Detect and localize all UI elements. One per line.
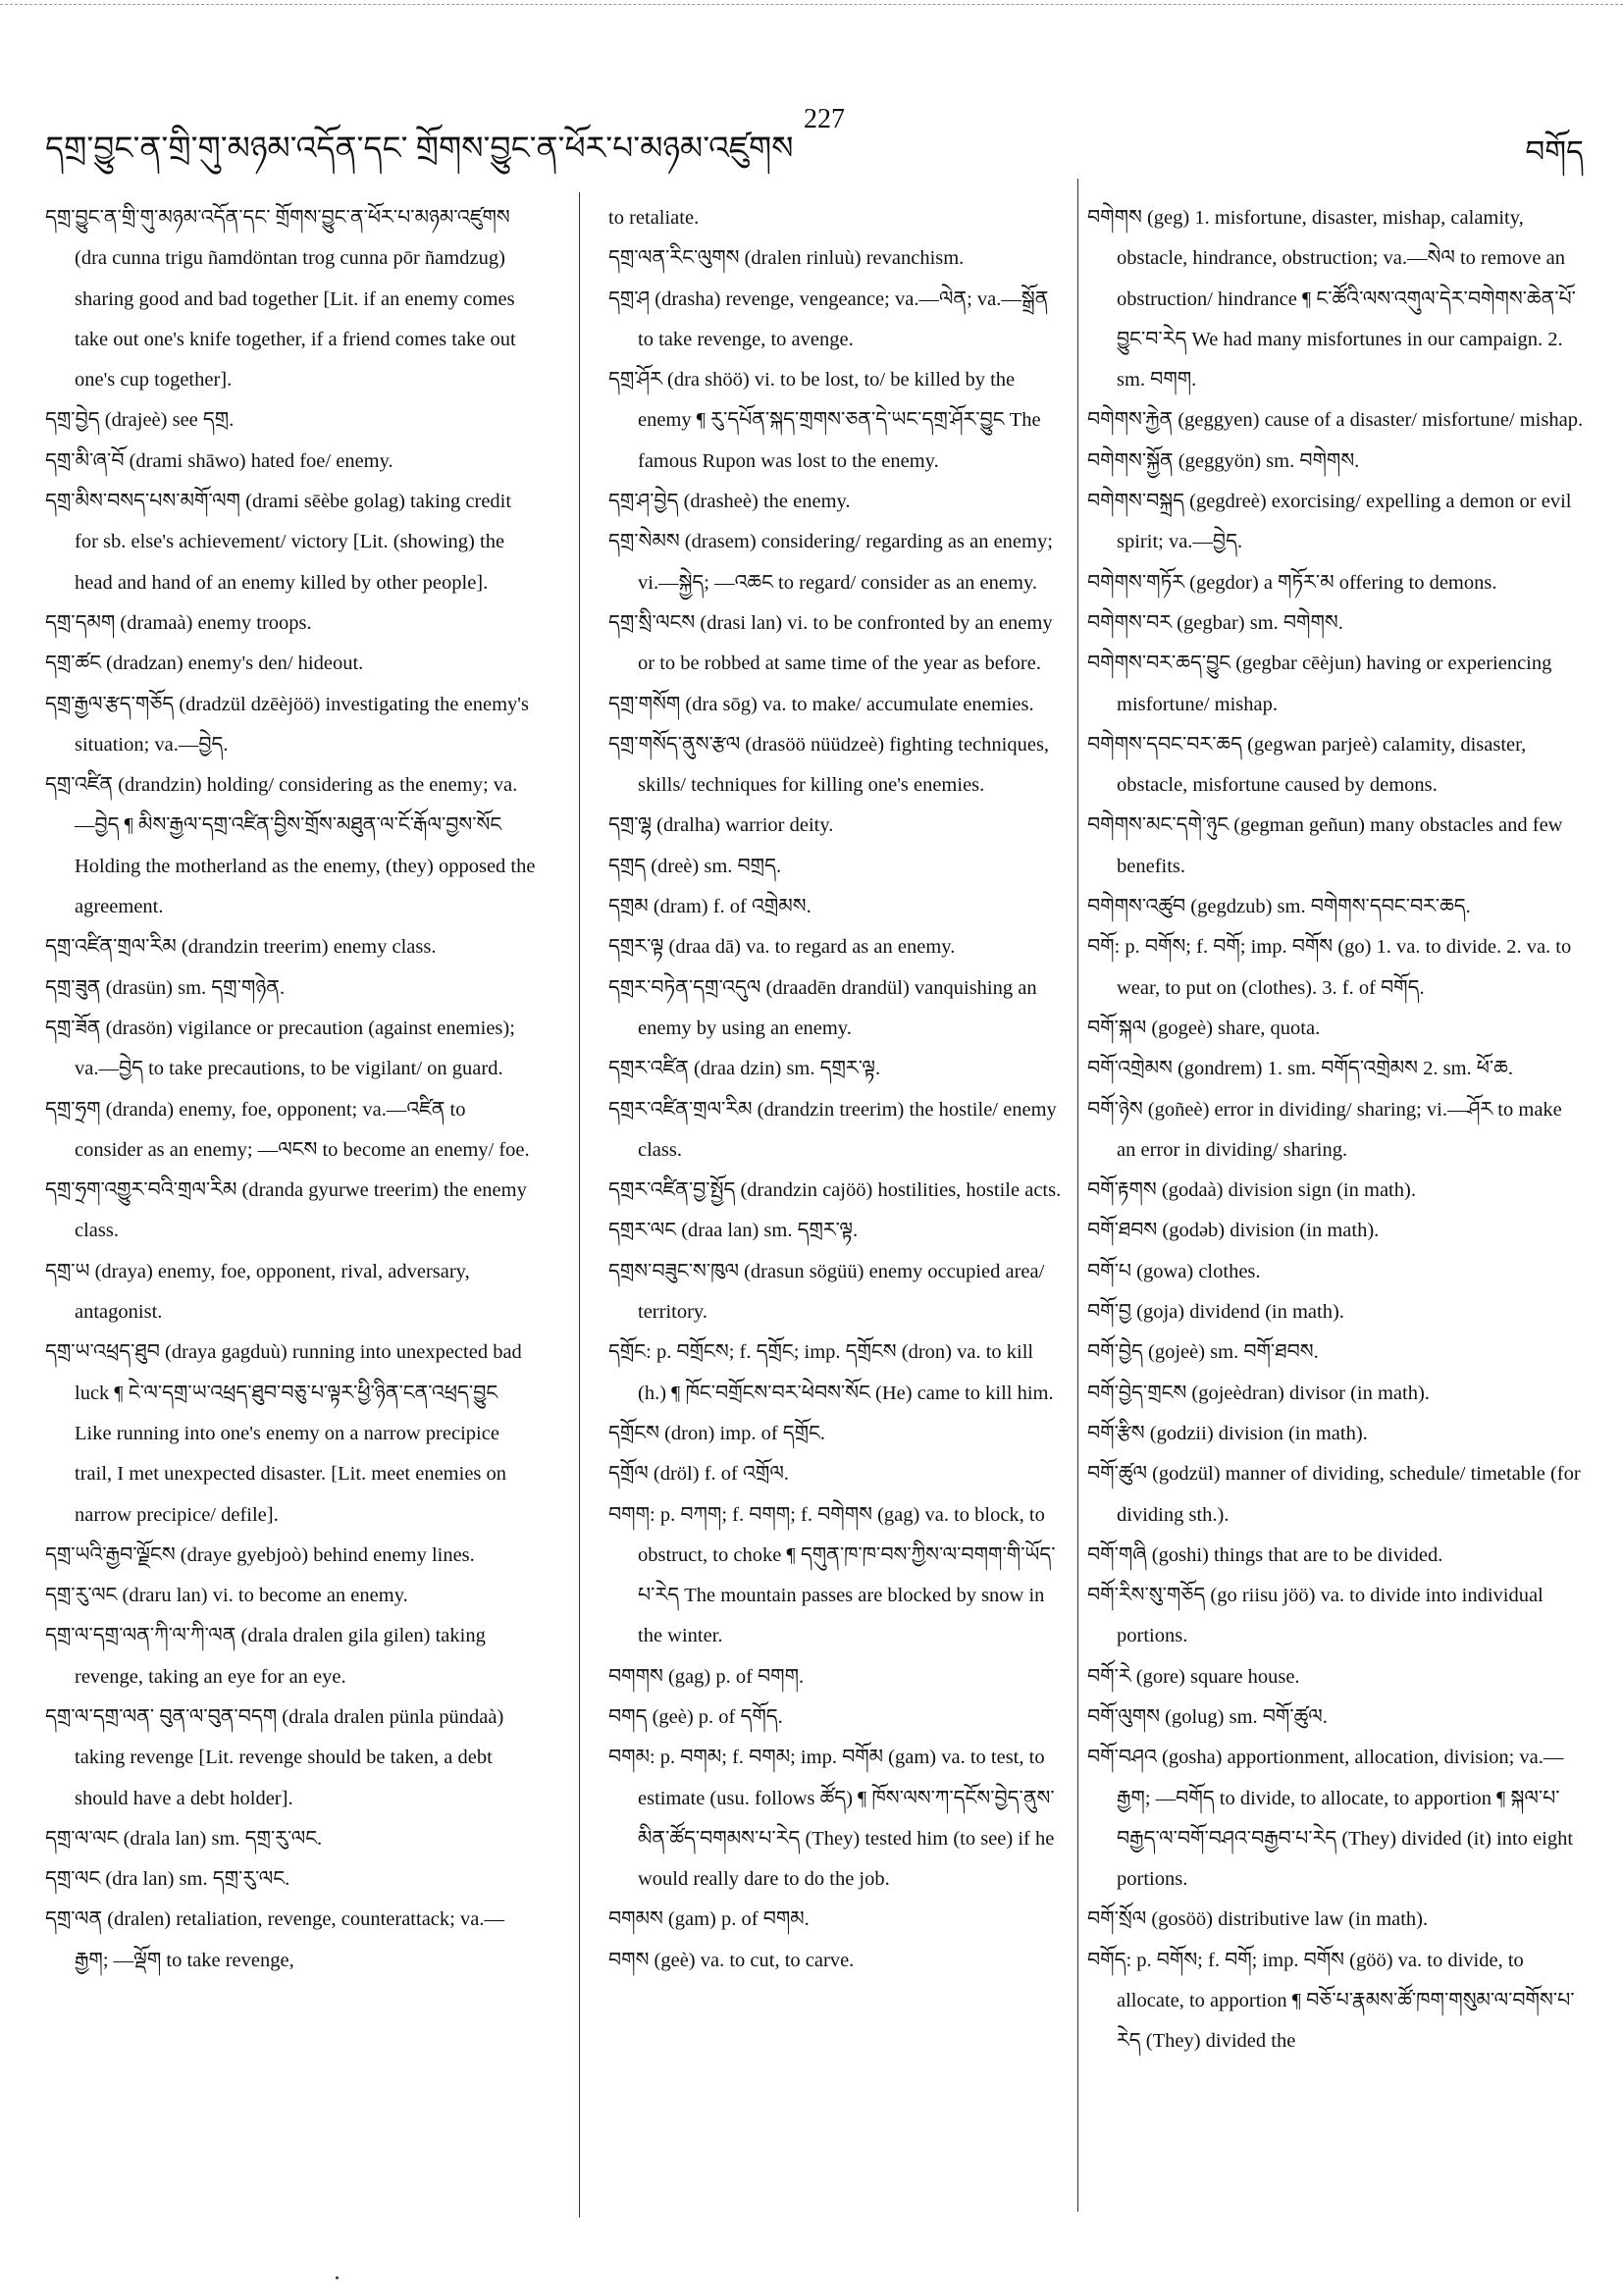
entry: བགག: p. བཀག; f. བགག; f. བགེགས (gag) va. to block, to obstruct, to choke ¶ དགུན་ཁ་ཁ་བས་ཀྱིས་ལ་བགག་གི་ཡོད་པ་རེད The mountain passes are blocked by snow in the winter. [608,1503,1056,1647]
entry: དགྲ་མི་ཞ་བོ (drami shāwo) hated foe/ enemy. [45,449,393,472]
entry: དགྲ་ལ་ལང (drala lan) sm. དགྲ་རུ་ལང. [45,1827,323,1850]
entry: to retaliate. [608,207,700,229]
entry: བགོ་གཞི (goshi) things that are to be divided. [1087,1543,1443,1566]
entry: བགགས (gag) p. of བགག. [608,1665,805,1688]
entry: བགོ་སྐལ (gogeè) share, quota. [1087,1017,1321,1039]
column-3 [1087,198,1586,2062]
entry: བགེགས་དབང་བར་ཆད (gegwan parjeè) calamity, disaster, obstacle, misfortune caused by demons. [1087,733,1527,797]
entry: བགམ: p. བགམ; f. བགམ; imp. བགོམ (gam) va. to test, to estimate (usu. follows ཚོད) ¶ ཁོས་ལས་ཀ་དངོས་བྱེད་ནུས་མིན་ཚོད་བགམས་པ་རེད (They) tested him (to see) if he would really dare to do the job. [608,1747,1055,1891]
entry: དགྲར་འཛིན་གྲལ་རིམ (drandzin treerim) the hostile/ enemy class. [608,1098,1057,1161]
entry: དགྲ་སྲི་ལངས (drasi lan) vi. to be confronted by an enemy or to be robbed at same time of the year as before. [608,611,1053,675]
entry: དགྲ་བྱུང་ན་གྲི་གུ་མཉམ་འདོན་དང་ གྲོགས་བྱུང་ན་ཕོར་པ་མཉམ་འཛུགས (dra cunna trigu ñamdöntan trog cunna pōr ñamdzug) sharing good and bad together [Lit. if an enemy comes take out one's knife together, if a friend comes take out one's cup together]. [45,207,516,391]
entry: དགྲ་ལན་རིང་ལུགས (dralen rinluù) revanchism. [608,247,965,270]
column-divider [579,192,580,2218]
entry: དགྲ་ཧྲག་འགྱུར་བའི་གྲལ་རིམ (dranda gyurwe treerim) the enemy class. [45,1179,527,1242]
entry: དགྲར་འཛིན (draa dzin) sm. དགྲར་ལྟ. [608,1058,881,1080]
entry: དགྲ་གསོད་ནུས་རྩལ (drasöö nüüdzeè) fighting techniques, skills/ techniques for killing one's enemies. [608,733,1050,797]
page-header [45,104,1615,173]
entry: བགོ་འགྲེམས (gondrem) 1. sm. བགོད་འགྲེམས 2. sm. ཕོ་ཆ. [1087,1058,1513,1080]
entry: དགྲ་སེམས (drasem) considering/ regarding as an enemy; vi.—སྐྱེད; —འཆང to regard/ consider as an enemy. [608,531,1053,594]
entry: བགོ་ཉེས (goñeè) error in dividing/ sharing; vi.—ཤོར to make an error in dividing/ sharing. [1087,1098,1562,1161]
entry: དགྲ་ཤོར (dra shöö) vi. to be lost, to/ be killed by the enemy ¶ རུ་དཔོན་སྐད་གྲགས་ཅན་དེ་ཡང་དགྲ་ཤོར་བྱུང The famous Rupon was lost to the enemy. [608,369,1041,472]
entry: བགོ་སྲོལ (gosöö) distributive law (in math). [1087,1908,1429,1931]
entry: དགྲ་རུ་ལང (draru lan) vi. to become an enemy. [45,1585,408,1607]
entry: དགྲད (dreè) sm. བགྲད. [608,855,782,877]
entry: དགྲས་བཟུང་ས་ཁུལ (drasun sögüü) enemy occupied area/ territory. [608,1260,1045,1324]
entry: དགྲ་ཡ (draya) enemy, foe, opponent, rival, adversary, antagonist. [45,1260,470,1324]
entry: དགྲ་ཡ་འཕྲད་ཐུབ (draya gagduù) running into unexpected bad luck ¶ ངེ་ལ་དགྲ་ཡ་འཕྲད་ཐུབ་བཅུ་པ་ལྟར་ཕྱི་ཉིན་ངན་འཕྲད་བྱུང Like running into one's enemy on a narrow precipice trail, I met unexpected disaster. [Lit. meet enemies on narrow precipice/ defile]. [45,1341,522,1526]
entry: བགོ་བྱ (goja) dividend (in math). [1087,1301,1344,1324]
entry: བགས (geè) va. to cut, to carve. [608,1949,855,1971]
entry: དགྲ་དམག (dramaà) enemy troops. [45,611,312,634]
entry: བགེགས (geg) 1. misfortune, disaster, mishap, calamity, obstacle, hindrance, obstruction; va.—སེལ to remove an obstruction/ hindrance ¶ ང་ཚོའི་ལས་འགུལ་དེར་བགེགས་ཆེན་པོ་བྱུང་བ་རེད We had many misfortunes in our campaign. 2. sm. བགག. [1087,207,1576,391]
entry: བགོ་ལུགས (golug) sm. བགོ་ཚུལ. [1087,1705,1328,1728]
entry: དགྲར་ལྟ (draa dā) va. to regard as an enemy. [608,936,956,959]
entry: བགམས (gam) p. of བགམ. [608,1908,810,1931]
entry: བགད (geè) p. of དགོད. [608,1705,783,1728]
entry: བགེགས་སྐྱོན (geggyön) sm. བགེགས. [1087,449,1360,472]
entry: དགྲ་མིས་བསད་པས་མགོ་ལག (drami sēèbe golag) taking credit for sb. else's achievement/ victory [Lit. (showing) the head and hand of an enemy killed by other people]. [45,491,512,594]
entry: དགྲར་ལང (draa lan) sm. དགྲར་ལྟ. [608,1220,859,1242]
entry: བགེགས་བསྐྲད (gegdreè) exorcising/ expelling a demon or evil spirit; va.—བྱེད. [1087,491,1572,553]
entry: བགོ་པ (gowa) clothes. [1087,1260,1261,1282]
entry: དགྲ་ཚང (dradzan) enemy's den/ hideout. [45,652,364,675]
entry: དགྲོང: p. བགྲོངས; f. དགྲོང; imp. དགྲོངས (dron) va. to kill (h.) ¶ ཁོང་བགྲོངས་བར་ཕེབས་སོང (He) came to kill him. [608,1341,1054,1404]
entry: དགྲ་ཧྲག (dranda) enemy, foe, opponent; va.—འཛིན to consider as an enemy; —ལངས to become an enemy/ foe. [45,1098,530,1161]
entry: དགྲ་ཟོན (drasön) vigilance or precaution (against enemies); va.—བྱེད to take precautions, to be vigilant/ on guard. [45,1017,515,1080]
entry: དགྲ་ཟུན (drasün) sm. དགྲ་གཉེན. [45,976,286,999]
entry: བགོ་རྩིས (godzii) division (in math). [1087,1422,1368,1444]
entry: བགོ: p. བགོས; f. བགོ; imp. བགོས (go) 1. va. to divide. 2. va. to wear, to put on (clothes). 3. f. of བགོད. [1087,936,1572,999]
entry: དགྲ་ཡའི་རྒྱབ་ལྗོངས (draye gyebjoò) behind enemy lines. [45,1543,475,1566]
entry: དགྲར་འཛིན་བྱ་སྤྱོད (drandzin cajöö) hostilities, hostile acts. [608,1179,1062,1202]
entry: བགོ་བཤའ (gosha) apportionment, allocation, division; va.—རྒྱག; —བགོད to divide, to allocate, to apportion ¶ སྐལ་པ་བརྒྱད་ལ་བགོ་བཤའ་བརྒྱབ་པ་རེད (They) divided (it) into eight portions. [1087,1747,1574,1891]
entry: དགྲ་ལན (dralen) retaliation, revenge, counterattack; va.—རྒྱག; —ལྡོག to take revenge, [45,1908,504,1971]
entry: བགེགས་རྐྱེན (geggyen) cause of a disaster/ misfortune/ mishap. [1087,409,1584,432]
entry: དགྲོངས (dron) imp. of དགྲོང. [608,1422,826,1444]
entry: བགོ་རྟགས (godaà) division sign (in math). [1087,1179,1416,1202]
entry: དགྲ་ལྷ (dralha) warrior deity. [608,814,834,837]
entry: བགེགས་མང་དགེ་ཉུང (gegman geñun) many obstacles and few benefits. [1087,814,1563,877]
entry: བགོ་རེ (gore) square house. [1087,1665,1300,1688]
entry: བགོ་བྱེད (gojeè) sm. བགོ་ཐབས. [1087,1341,1319,1364]
entry: དགྲོལ (dröl) f. of འགྲོལ. [608,1463,789,1486]
page-number: 227 [804,104,845,134]
header-title: དགྲ་བྱུང་ན་གྲི་གུ་མཉམ་འདོན་དང་ གྲོགས་བྱུང་ན་ཕོར་པ་མཉམ་འཛུགས [45,131,794,167]
entry: དགྲ་ལང (dra lan) sm. དགྲ་རུ་ལང. [45,1868,290,1891]
entry: བགེགས་བར་ཆད་བྱུང (gegbar cēèjun) having or experiencing misfortune/ mishap. [1087,652,1552,715]
top-scan-edge [0,4,1623,5]
entry: བགེགས་གཏོར (gegdor) a གཏོར་མ offering to demons. [1087,571,1497,594]
entry: དགྲ་གསོག (dra sōg) va. to make/ accumulate enemies. [608,693,1034,715]
entry: བགོད: p. བགོས; f. བགོ; imp. བགོས (göö) va. to divide, to allocate, to apportion ¶ བཅོ་པ་རྣམས་ཚོ་ཁག་གསུམ་ལ་བགོས་པ་རེད (They) divided the [1087,1949,1575,2053]
entry: བགོ་རིས་སུ་གཅོད (go riisu jöö) va. to divide into individual portions. [1087,1585,1544,1647]
entry: དགྲ་འཛིན (drandzin) holding/ considering as the enemy; va.—བྱེད ¶ མིས་རྒྱལ་དགྲ་འཛིན་བྱིས་གྲོས་མཐུན་ལ་ངོ་རྒོལ་བྱས་སོང Holding the motherland as the enemy, (they) opposed the agreement. [45,774,536,918]
column-1 [45,198,536,1981]
entry: དགྲ་རྒྱལ་རྩད་གཅོད (dradzül dzēèjöö) investigating the enemy's situation; va.—བྱེད. [45,693,529,756]
entry: དགྲ་ལ་དགྲ་ལན་ཀི་ལ་ཀི་ལན (drala dralen gila gilen) taking revenge, taking an eye for an eye. [45,1625,486,1688]
entry: དགྲ་ལ་དགྲ་ལན་ བུན་ལ་བུན་བདག (drala dralen pünla pündaà) taking revenge [Lit. revenge should be taken, a debt should have a debt holder]. [45,1705,504,1809]
entry: དགྲ་བྱེད (drajeè) see དགྲ. [45,409,235,432]
entry: དགྲ་འཛིན་གྲལ་རིམ (drandzin treerim) enemy class. [45,936,437,959]
column-divider [1077,179,1078,2212]
entry: བགོ་བྱེད་གྲངས (gojeèdran) divisor (in math). [1087,1382,1430,1404]
entry: བགོ་ཚུལ (godzül) manner of dividing, schedule/ timetable (for dividing sth.). [1087,1463,1581,1526]
entry: དགྲ་ཤ་བྱེད (drasheè) the enemy. [608,491,851,513]
entry: བགེགས་འཚུབ (gegdzub) sm. བགེགས་དབང་བར་ཆད. [1087,896,1471,918]
entry: དགྲར་བཏེན་དགྲ་འདུལ (draadēn drandül) vanquishing an enemy by using an enemy. [608,976,1037,1039]
entry: དགྲམ (dram) f. of འགྲེམས. [608,896,812,918]
column-2 [608,198,1066,1981]
entry: དགྲ་ཤ (drasha) revenge, vengeance; va.—ལེན; va.—སྒྲོན to take revenge, to avenge. [608,287,1049,350]
stray-mark [336,2276,339,2279]
entry: བགེགས་བར (gegbar) sm. བགེགས. [1087,611,1343,634]
header-headword: བགོད [1525,134,1584,169]
entry: བགོ་ཐབས (godəb) division (in math). [1087,1220,1380,1242]
